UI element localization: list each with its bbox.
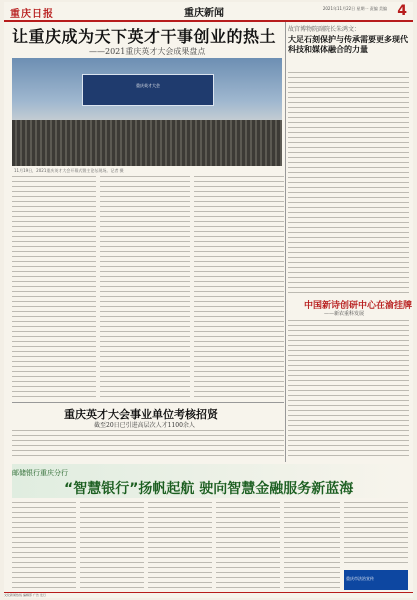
audience	[12, 120, 282, 166]
newspaper-page	[4, 2, 413, 598]
side-title: 大足石刻保护与传承需要更多现代科技和媒体融合的力量	[288, 35, 408, 54]
bank-body-col-4	[216, 502, 280, 588]
side-body-text	[288, 72, 409, 294]
photo-caption: 11月19日，2021重庆英才大会开幕式暨主论坛现场。记者 摄	[14, 168, 124, 173]
bank-body-col-2	[80, 502, 144, 588]
body-text-col-1	[12, 176, 96, 398]
page-header	[4, 2, 413, 22]
right-story-subtitle: ——新农重科发展	[324, 311, 365, 317]
bank-headline: “智慧银行”扬帆起航 驶向智慧金融服务新蓝海	[64, 481, 354, 497]
bank-kicker: 邮储银行重庆分行	[12, 469, 68, 477]
ad-banner[interactable]	[344, 570, 408, 590]
side-kicker: 故宫博物院副院长朱鸿文：	[288, 26, 361, 33]
bank-body-col-6	[344, 502, 408, 566]
middle-body-text	[12, 430, 284, 460]
stage-screen	[82, 74, 214, 106]
conference-photo	[12, 58, 282, 166]
section-title: 重庆新闻	[184, 8, 224, 19]
middle-story-title: 重庆英才大会事业单位考核招贤	[64, 408, 218, 421]
stage-text: 重庆英才大会	[136, 83, 160, 88]
page-footer: 文化新闻热线 编辑部 广告 发行	[4, 592, 413, 599]
body-text-col-3	[194, 176, 284, 398]
right-story-title: 中国新诗创研中心在渝挂牌	[304, 301, 413, 311]
bank-body-col-1	[12, 502, 76, 588]
bank-body-col-3	[148, 502, 212, 588]
right-body-text	[288, 320, 409, 460]
body-text-col-2	[100, 176, 190, 398]
dateline: 2021年11月22日 星期一 责编 美编	[322, 6, 387, 11]
page-number: 4	[397, 3, 407, 19]
bank-body-col-5	[284, 502, 340, 588]
main-headline: 让重庆成为天下英才干事创业的热土	[12, 27, 277, 46]
column-divider	[285, 22, 286, 462]
masthead: 重庆日报	[10, 9, 54, 20]
middle-divider	[12, 402, 284, 403]
middle-story-subtitle: 截至20日已引进高层次人才1100余人	[94, 422, 195, 429]
main-subheadline: ——2021重庆英才大会成果盘点	[89, 47, 206, 56]
ad-text: 重庆市法治宣传	[346, 576, 374, 581]
